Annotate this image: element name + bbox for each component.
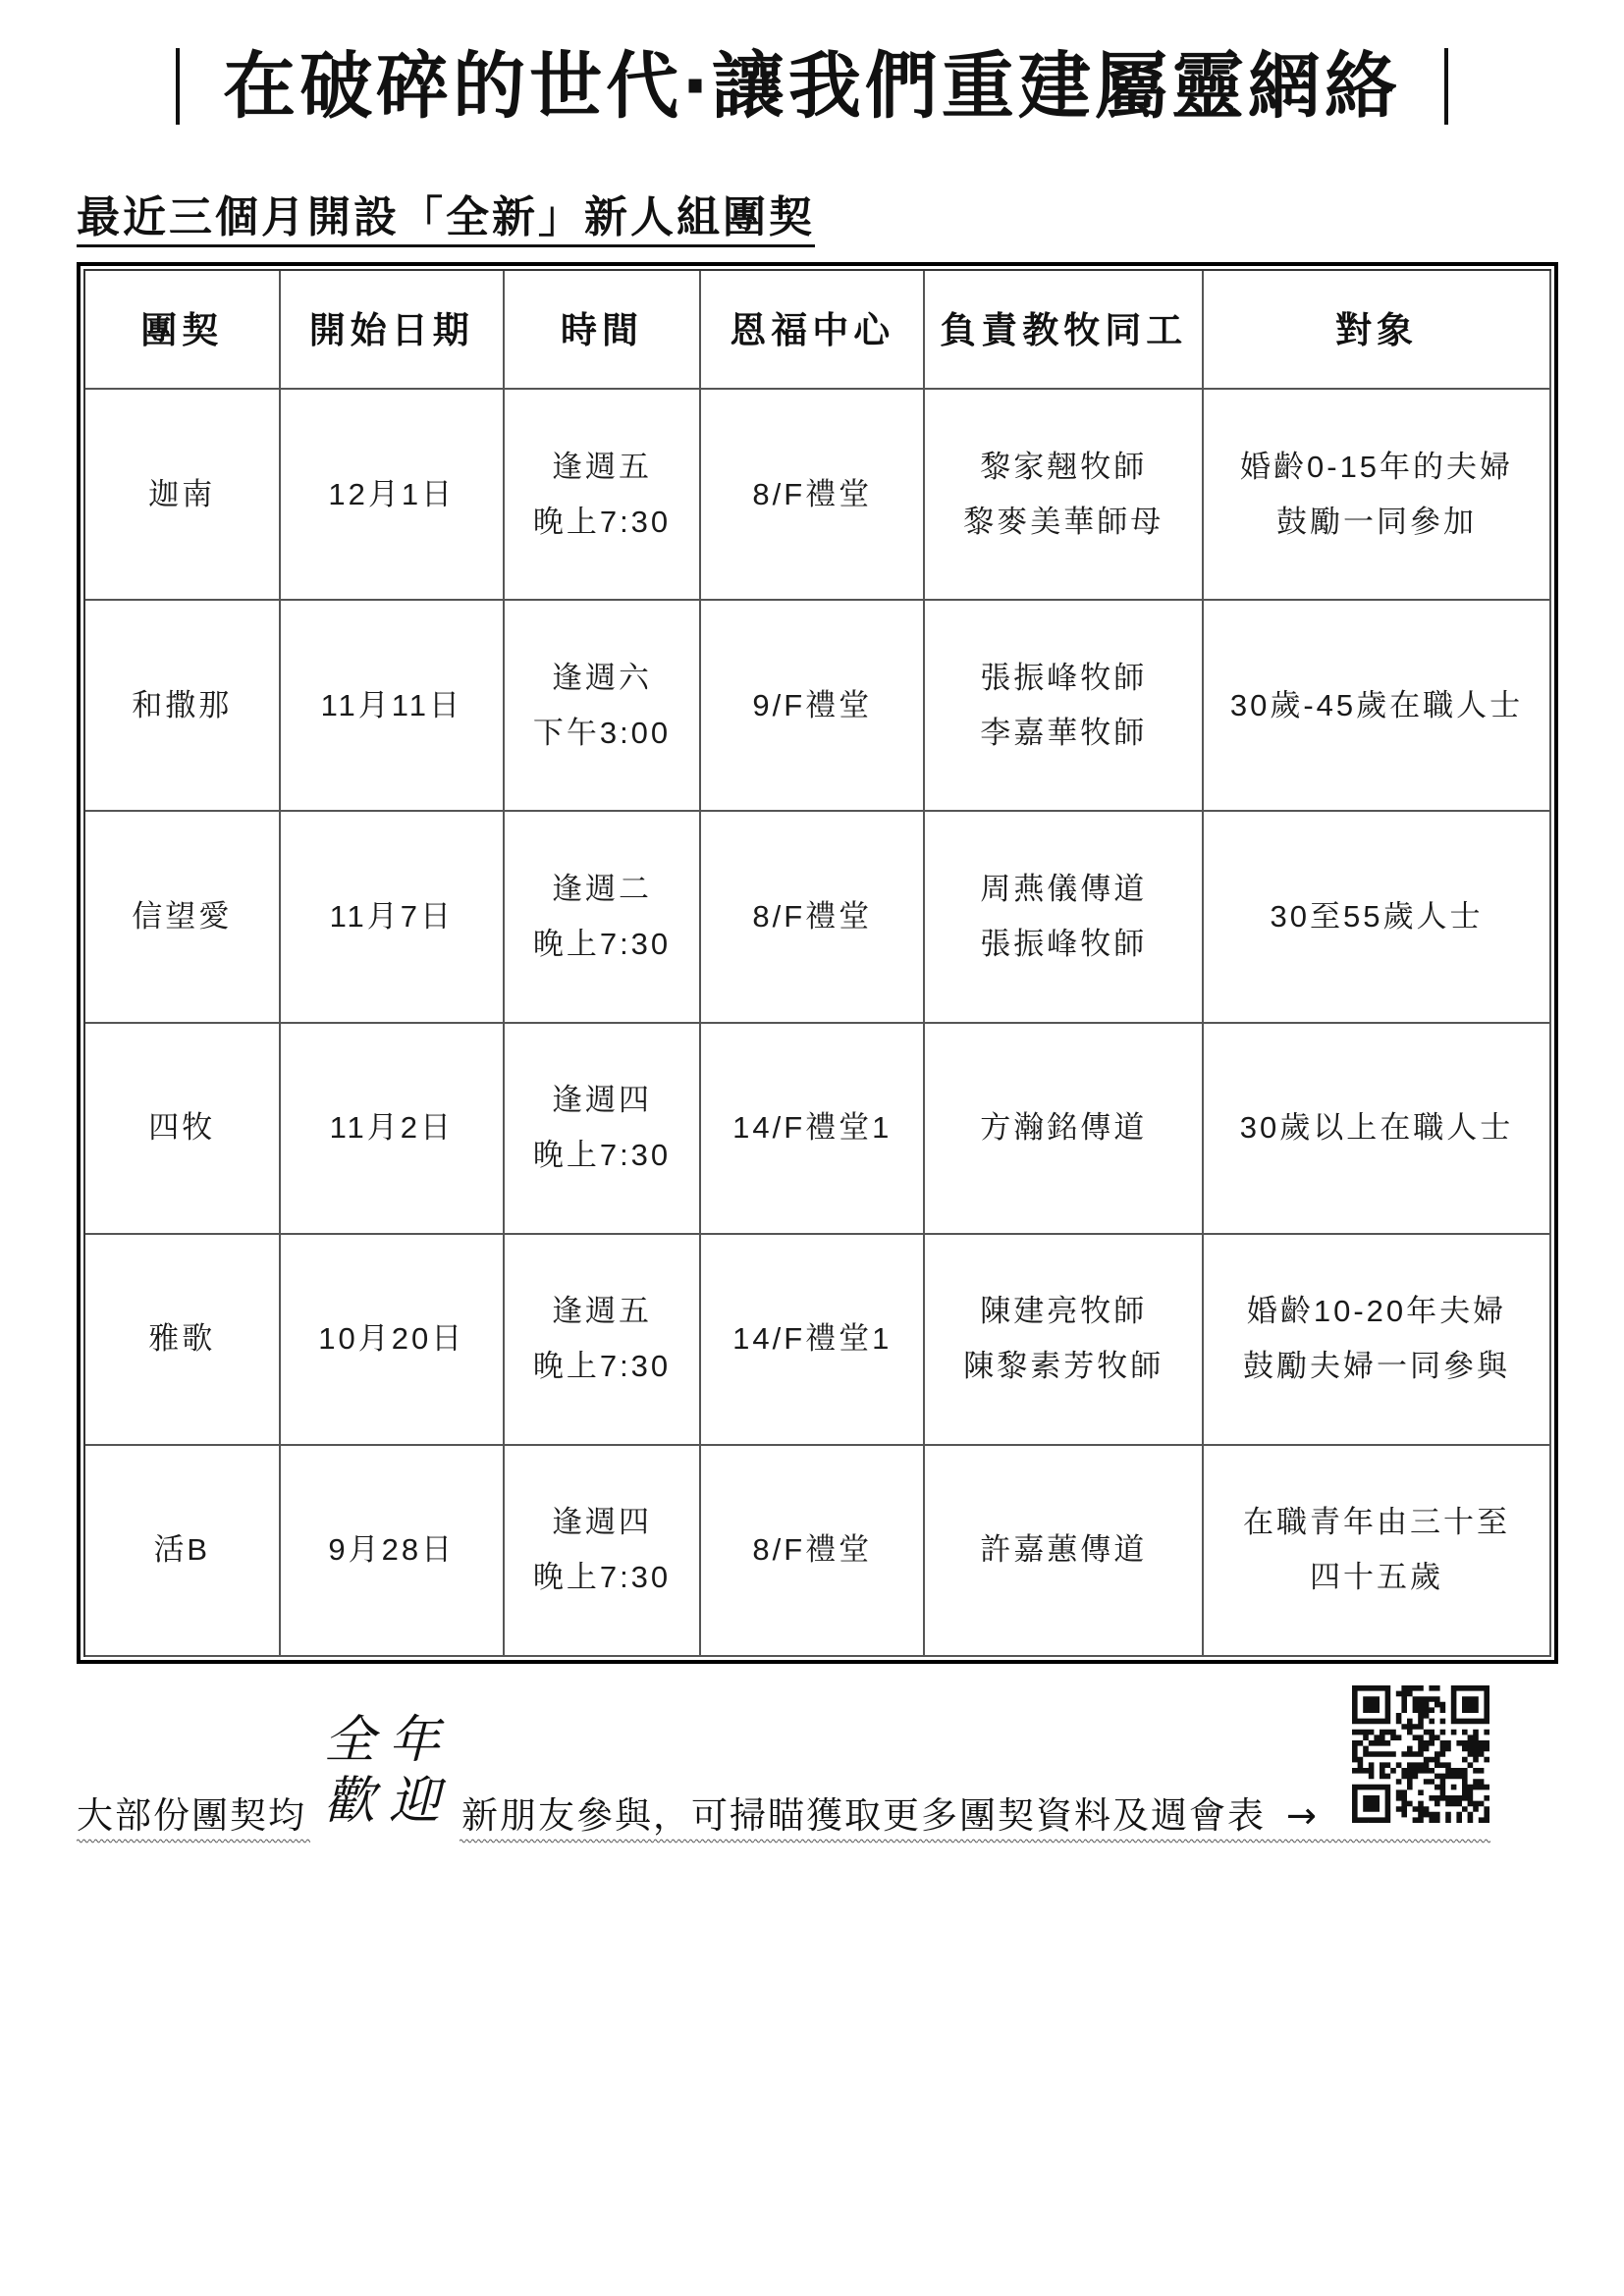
venue: 8/F禮堂 (752, 476, 873, 511)
cell-fellowship (85, 1446, 281, 1657)
cell-target (1204, 1446, 1551, 1657)
table-grid (83, 269, 1551, 1657)
cell-fellowship (85, 1024, 281, 1235)
cell-staff (925, 1446, 1204, 1657)
staff-name: 陳黎素芳牧師 (963, 1349, 1164, 1384)
staff-name: 方瀚銘傳道 (980, 1110, 1148, 1146)
cell-venue (701, 812, 925, 1023)
meeting-time: 晚上7:30 (532, 1349, 672, 1384)
venue: 8/F禮堂 (752, 898, 873, 934)
header-fellowship: 團契 (85, 271, 281, 390)
target-line: 婚齡0-15年的夫婦 (1240, 449, 1514, 484)
target-line: 在職青年由三十至 (1243, 1505, 1511, 1540)
fellowship-name: 信望愛 (132, 898, 233, 934)
arrow-right-icon: → (1286, 1794, 1318, 1837)
calligraphy-line: 全年 (324, 1711, 455, 1770)
meeting-time: 晚上7:30 (532, 926, 672, 961)
meeting-day: 逢週五 (552, 449, 652, 484)
cell-venue (701, 390, 925, 601)
cell-start-date (281, 390, 505, 601)
target-line: 30歲以上在職人士 (1239, 1110, 1514, 1146)
cell-venue (701, 601, 925, 812)
section-heading: 最近三個月開設「全新」新人組團契 (77, 192, 815, 247)
footer-text-after: 新朋友參與，可掃瞄獲取更多團契資料及週會表 (461, 1794, 1266, 1837)
cell-fellowship (85, 390, 281, 601)
target-line: 30至55歲人士 (1270, 898, 1484, 934)
welcome-calligraphy (324, 1710, 454, 1832)
title-divider-right (1444, 48, 1448, 125)
header-target: 對象 (1204, 271, 1551, 390)
meeting-day: 逢週四 (552, 1083, 652, 1118)
target-line: 婚齡10-20年夫婦 (1246, 1294, 1507, 1329)
cell-target (1204, 601, 1551, 812)
page-title (0, 43, 1624, 130)
meeting-time: 晚上7:30 (532, 1138, 672, 1173)
cell-start-date (281, 1446, 505, 1657)
start-date: 9月28日 (328, 1532, 456, 1568)
header-staff: 負責教牧同工 (925, 271, 1204, 390)
start-date: 12月1日 (328, 476, 456, 511)
target-line: 鼓勵夫婦一同參與 (1243, 1349, 1511, 1384)
target-line: 四十五歲 (1310, 1560, 1444, 1595)
cell-staff (925, 812, 1204, 1023)
start-date: 11月11日 (320, 687, 462, 722)
meeting-time: 下午3:00 (532, 715, 672, 750)
cell-fellowship (85, 601, 281, 812)
fellowship-name: 雅歌 (148, 1321, 216, 1357)
cell-time (505, 812, 701, 1023)
fellowship-name: 和撒那 (132, 687, 233, 722)
cell-time (505, 1024, 701, 1235)
cell-venue (701, 1024, 925, 1235)
target-line: 鼓勵一同參加 (1276, 504, 1478, 539)
wavy-underline (460, 1838, 1490, 1844)
venue: 14/F禮堂1 (732, 1321, 893, 1357)
wavy-underline (77, 1838, 310, 1844)
cell-fellowship (85, 812, 281, 1023)
cell-time (505, 1446, 701, 1657)
cell-target (1204, 1024, 1551, 1235)
fellowship-name: 四牧 (148, 1110, 216, 1146)
cell-fellowship (85, 1235, 281, 1446)
cell-target (1204, 812, 1551, 1023)
meeting-day: 逢週四 (552, 1505, 652, 1540)
cell-start-date (281, 1024, 505, 1235)
venue: 9/F禮堂 (752, 687, 873, 722)
cell-target (1204, 390, 1551, 601)
meeting-day: 逢週五 (552, 1294, 652, 1329)
fellowship-table (77, 262, 1558, 1664)
staff-name: 張振峰牧師 (980, 926, 1148, 961)
staff-name: 陳建亮牧師 (980, 1294, 1148, 1329)
staff-name: 張振峰牧師 (980, 660, 1148, 695)
start-date: 10月20日 (318, 1321, 465, 1357)
cell-time (505, 390, 701, 601)
title-text: 在破碎的世代‧讓我們重建屬靈網絡 (223, 44, 1401, 129)
start-date: 11月7日 (329, 898, 454, 934)
start-date: 11月2日 (329, 1110, 454, 1146)
cell-staff (925, 1024, 1204, 1235)
cell-time (505, 1235, 701, 1446)
cell-target (1204, 1235, 1551, 1446)
title-divider-left (176, 48, 180, 125)
cell-staff (925, 601, 1204, 812)
header-time: 時間 (505, 271, 701, 390)
staff-name: 許嘉蕙傳道 (980, 1532, 1148, 1568)
meeting-time: 晚上7:30 (532, 1560, 672, 1595)
qr-code-icon[interactable] (1352, 1685, 1489, 1823)
calligraphy-line: 歡迎 (324, 1772, 455, 1831)
staff-name: 周燕儀傳道 (980, 871, 1148, 906)
venue: 14/F禮堂1 (732, 1110, 893, 1146)
cell-start-date (281, 601, 505, 812)
meeting-day: 逢週六 (552, 660, 652, 695)
meeting-day: 逢週二 (552, 871, 652, 906)
cell-venue (701, 1446, 925, 1657)
meeting-time: 晚上7:30 (532, 504, 672, 539)
cell-staff (925, 390, 1204, 601)
cell-start-date (281, 812, 505, 1023)
footer-text-before: 大部份團契均 (77, 1794, 306, 1837)
cell-time (505, 601, 701, 812)
venue: 8/F禮堂 (752, 1532, 873, 1568)
staff-name: 黎家翹牧師 (980, 449, 1148, 484)
cell-start-date (281, 1235, 505, 1446)
cell-venue (701, 1235, 925, 1446)
header-start-date: 開始日期 (281, 271, 505, 390)
target-line: 30歲-45歲在職人士 (1229, 687, 1524, 722)
fellowship-name: 迦南 (148, 476, 216, 511)
fellowship-name: 活B (153, 1532, 211, 1568)
staff-name: 李嘉華牧師 (980, 715, 1148, 750)
cell-staff (925, 1235, 1204, 1446)
header-venue: 恩福中心 (701, 271, 925, 390)
staff-name: 黎麥美華師母 (963, 504, 1164, 539)
